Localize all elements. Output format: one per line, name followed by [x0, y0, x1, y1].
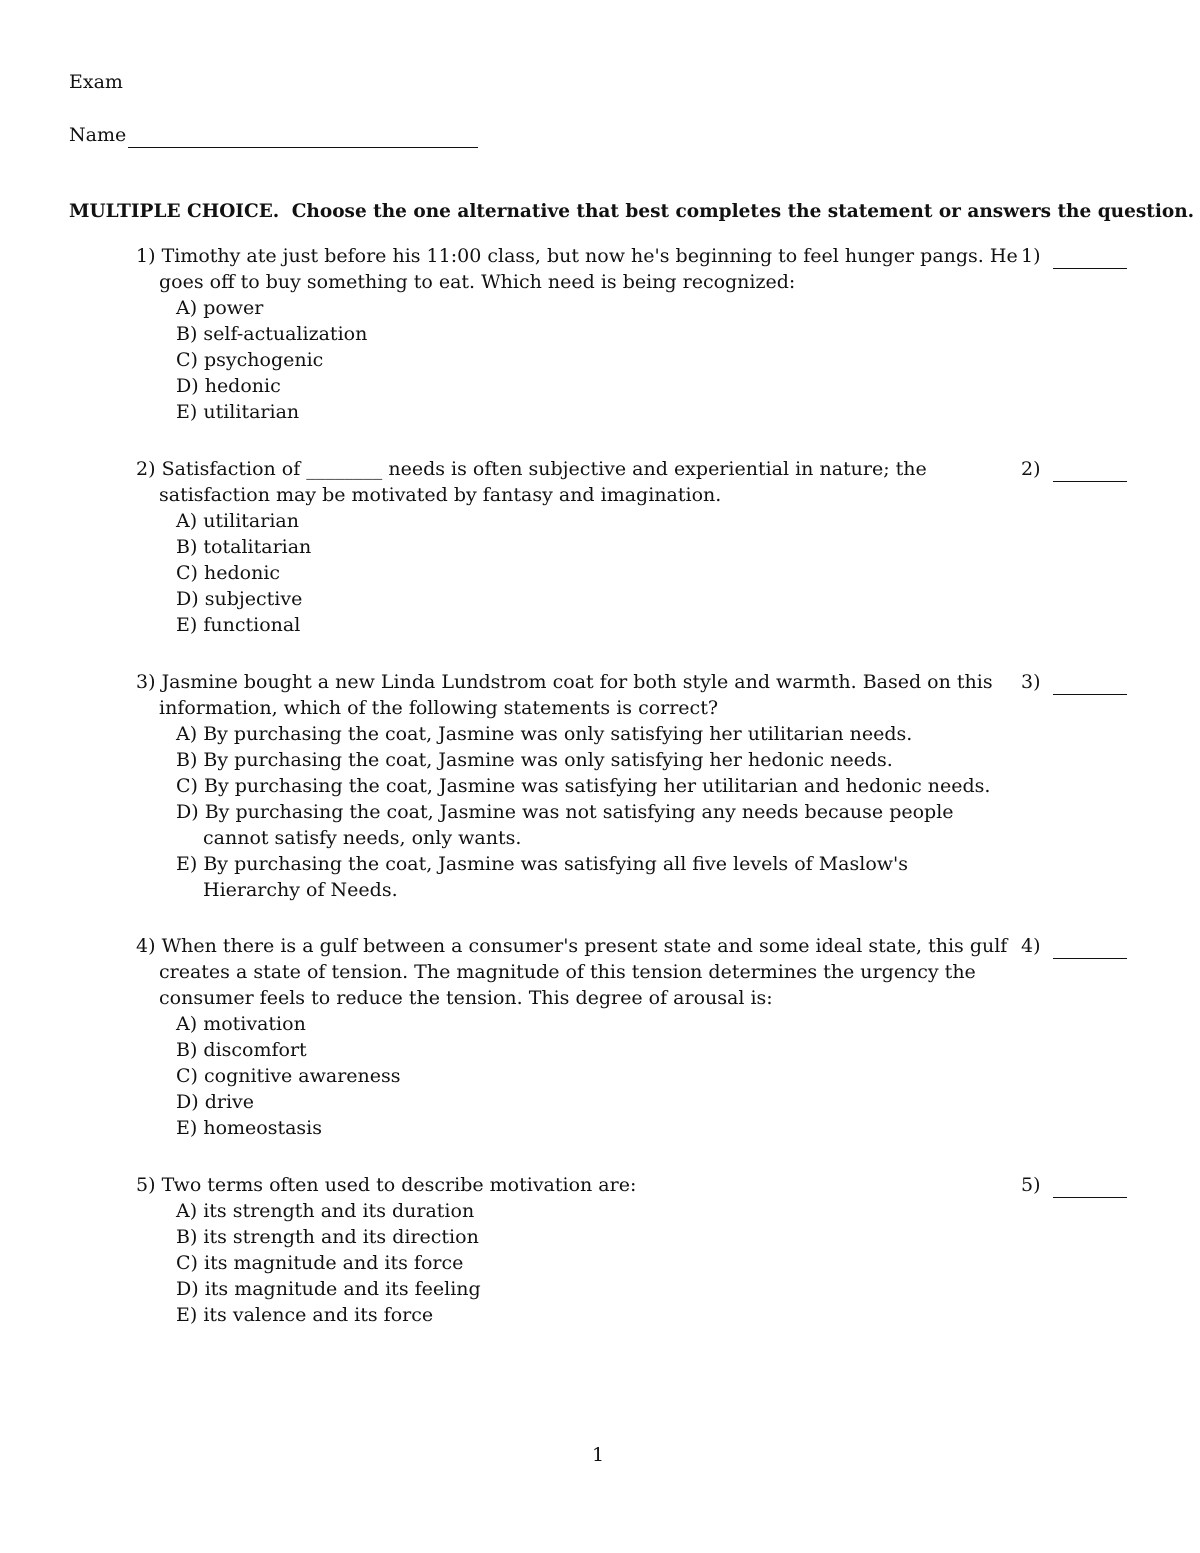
option-e: E) functional	[176, 614, 301, 636]
option-list	[136, 1011, 996, 1141]
option-b: B) self-actualization	[176, 323, 368, 345]
name-label: Name	[69, 124, 127, 146]
answer-blank-line[interactable]	[1053, 1181, 1127, 1198]
question-stem	[136, 243, 1019, 295]
name-field-row	[69, 122, 478, 148]
question-3	[136, 669, 1136, 903]
option-d: D) subjective	[176, 588, 303, 610]
section-heading: MULTIPLE CHOICE.	[69, 201, 280, 222]
question-number: 4)	[136, 935, 156, 957]
answer-blank-line[interactable]	[1053, 252, 1127, 269]
option-c: C) cognitive awareness	[176, 1065, 401, 1087]
option-a: A) its strength and its duration	[176, 1200, 475, 1222]
option-a: A) power	[176, 297, 264, 319]
answer-blank-line[interactable]	[1053, 465, 1127, 482]
question-4	[136, 933, 1136, 1141]
question-stem	[136, 669, 1019, 721]
option-b: B) discomfort	[176, 1039, 307, 1061]
option-a: A) motivation	[176, 1013, 306, 1035]
exam-title: Exam	[69, 71, 123, 93]
option-b: B) By purchasing the coat, Jasmine was only satisfying her hedonic needs.	[176, 749, 893, 771]
option-a: A) By purchasing the coat, Jasmine was only satisfying her utilitarian needs.	[176, 723, 913, 745]
answer-blank-line[interactable]	[1053, 678, 1127, 695]
question-1	[136, 243, 1136, 425]
option-e: E) its valence and its force	[176, 1304, 434, 1326]
option-c: C) hedonic	[176, 562, 281, 584]
question-text: Jasmine bought a new Linda Lundstrom coat for both style and warmth. Based on this information, which of the following statements is correct?	[159, 671, 993, 719]
option-d: D) its magnitude and its feeling	[176, 1278, 481, 1300]
answer-blank-line[interactable]	[1053, 942, 1127, 959]
option-list	[136, 721, 996, 903]
section-instructions	[69, 199, 1194, 225]
name-blank-line[interactable]	[128, 127, 478, 148]
question-number: 2)	[136, 458, 156, 480]
answer-number: 3)	[1021, 671, 1041, 693]
answer-slot	[1021, 243, 1127, 269]
option-list	[136, 295, 996, 425]
option-e: E) By purchasing the coat, Jasmine was satisfying all five levels of Maslow's Hierarchy of Needs.	[176, 853, 908, 901]
option-d: D) drive	[176, 1091, 255, 1113]
option-c: C) its magnitude and its force	[176, 1252, 464, 1274]
answer-slot	[1021, 456, 1127, 482]
question-text: Timothy ate just before his 11:00 class, but now he's beginning to feel hunger pangs. He goes off to buy something to eat. Which need is being recognized:	[159, 245, 1018, 293]
option-list	[136, 1198, 996, 1328]
answer-slot	[1021, 933, 1127, 959]
question-text: Satisfaction of ________ needs is often subjective and experiential in nature; the satisfaction may be motivated by fantasy and imagination.	[159, 458, 927, 506]
option-d: D) hedonic	[176, 375, 281, 397]
question-number: 3)	[136, 671, 156, 693]
option-e: E) homeostasis	[176, 1117, 323, 1139]
question-text: Two terms often used to describe motivation are:	[161, 1174, 637, 1196]
instructions-text: Choose the one alternative that best completes the statement or answers the question.	[291, 201, 1195, 222]
option-b: B) totalitarian	[176, 536, 312, 558]
option-a: A) utilitarian	[176, 510, 299, 532]
answer-number: 4)	[1021, 935, 1041, 957]
question-stem	[136, 456, 1019, 508]
option-b: B) its strength and its direction	[176, 1226, 479, 1248]
answer-slot	[1021, 1172, 1127, 1198]
answer-number: 5)	[1021, 1174, 1041, 1196]
question-stem	[136, 1172, 1019, 1198]
question-number: 5)	[136, 1174, 156, 1196]
option-e: E) utilitarian	[176, 401, 300, 423]
question-5	[136, 1172, 1136, 1328]
option-c: C) By purchasing the coat, Jasmine was satisfying her utilitarian and hedonic needs.	[176, 775, 991, 797]
option-c: C) psychogenic	[176, 349, 324, 371]
question-number: 1)	[136, 245, 156, 267]
option-d: D) By purchasing the coat, Jasmine was not satisfying any needs because people cannot satisfy needs, only wants.	[176, 801, 954, 849]
question-stem	[136, 933, 1019, 1011]
answer-number: 2)	[1021, 458, 1041, 480]
answer-slot	[1021, 669, 1127, 695]
option-list	[136, 508, 996, 638]
question-2	[136, 456, 1136, 638]
question-text: When there is a gulf between a consumer's present state and some ideal state, this gulf creates a state of tension. The magnitude of this tension determines the urgency the consumer feels to reduce the tension. This degree of arousal is:	[159, 935, 1008, 1009]
page-number: 1	[591, 1444, 605, 1466]
answer-number: 1)	[1021, 245, 1041, 267]
